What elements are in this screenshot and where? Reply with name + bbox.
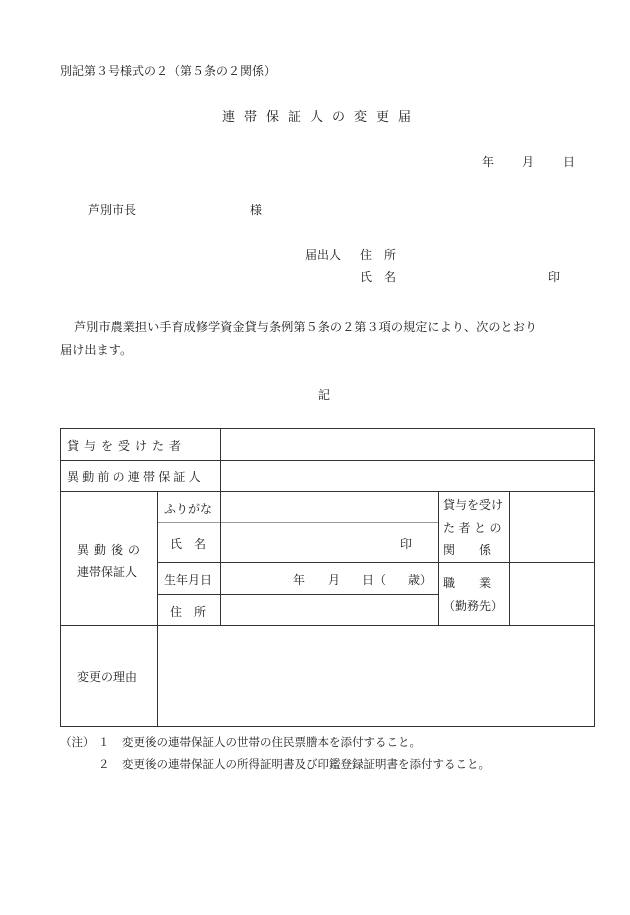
date-day-label: 日 xyxy=(563,155,576,169)
name-field[interactable] xyxy=(221,523,391,562)
label-previous-guarantor: 異動前の連帯保証人 xyxy=(67,470,204,484)
label-furigana: ふりがな xyxy=(164,502,213,516)
birthdate-field[interactable] xyxy=(221,563,286,594)
form-title: 連帯保証人の変更届 xyxy=(222,110,421,125)
applicant-name-label: 氏 名 xyxy=(360,270,397,284)
label-birthdate: 生年月日 xyxy=(164,573,213,587)
table-line-h3 xyxy=(157,562,438,563)
note-2-number: ２ xyxy=(98,757,110,771)
seal-mark: 印 xyxy=(400,537,413,551)
reason-field[interactable] xyxy=(158,626,594,726)
label-workplace: （勤務先） xyxy=(443,599,504,613)
applicant-seal-mark: 印 xyxy=(548,270,561,284)
addressee-name: 芦別市長 xyxy=(88,203,137,217)
addressee-honorific: 様 xyxy=(250,203,263,217)
applicant-label: 届出人 xyxy=(305,248,342,262)
notes-prefix: （注） xyxy=(60,735,95,749)
birth-year-label: 年 xyxy=(293,573,306,587)
note-2-text: 変更後の連帯保証人の所得証明書及び印鑑登録証明書を添付すること。 xyxy=(122,757,490,771)
label-name: 氏 名 xyxy=(170,537,207,551)
applicant-address-label: 住 所 xyxy=(360,248,397,262)
table-line-v-right xyxy=(438,491,439,625)
ki-heading: 記 xyxy=(318,388,331,402)
date-month-label: 月 xyxy=(522,155,535,169)
furigana-field[interactable] xyxy=(221,492,437,522)
birth-month-label: 月 xyxy=(328,573,341,587)
borrower-field[interactable] xyxy=(221,429,594,460)
body-line-2: 届け出ます。 xyxy=(60,343,133,357)
note-1-text: 変更後の連帯保証人の世帯の住民票謄本を添付すること。 xyxy=(122,735,421,749)
label-reason: 変更の理由 xyxy=(77,670,138,684)
label-occupation: 職 業 xyxy=(443,576,492,590)
label-relation-line-2: た者との xyxy=(443,521,506,535)
note-1-number: １ xyxy=(98,735,110,749)
relation-field[interactable] xyxy=(510,492,594,562)
occupation-field[interactable] xyxy=(510,563,594,625)
birth-day-label: 日（ xyxy=(362,573,387,587)
address-field[interactable] xyxy=(221,595,437,625)
label-address: 住 所 xyxy=(170,605,207,619)
form-reference: 別記第３号様式の２（第５条の２関係） xyxy=(60,64,277,78)
body-line-1: 芦別市農業担い手育成修学資金貸与条例第５条の２第３項の規定により、次のとおり xyxy=(74,320,538,334)
label-relation-line-1: 貸与を受け xyxy=(443,498,504,512)
label-new-guarantor-line-2: 連帯保証人 xyxy=(77,565,138,579)
label-new-guarantor-line-1: 異動後の xyxy=(77,543,146,557)
label-borrower: 貸与を受けた者 xyxy=(67,439,187,453)
birth-age-label: 歳） xyxy=(408,573,433,587)
label-relation-line-3: 関 係 xyxy=(443,543,492,557)
previous-guarantor-field[interactable] xyxy=(221,461,594,491)
date-year-label: 年 xyxy=(482,155,495,169)
